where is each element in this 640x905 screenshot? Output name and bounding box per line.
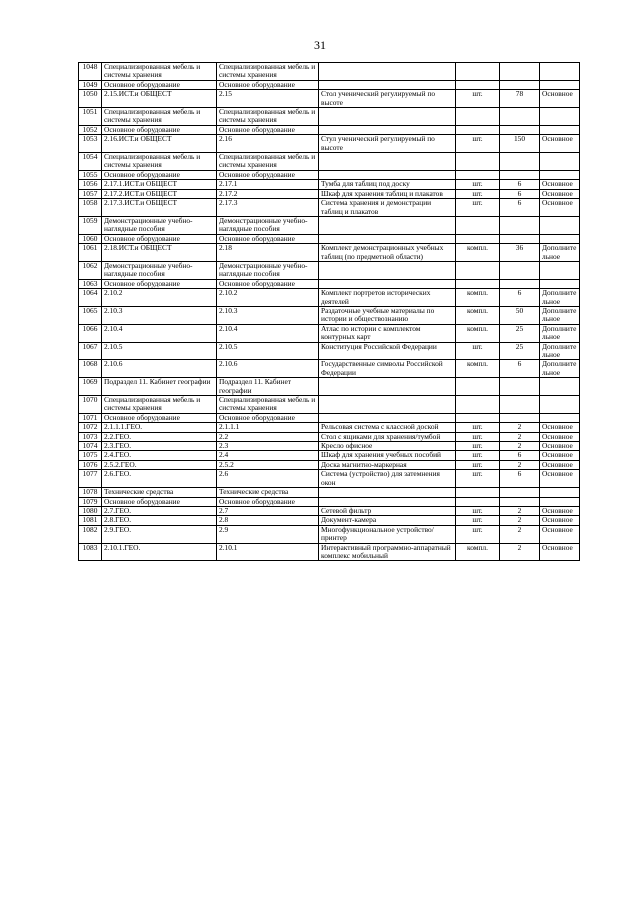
unit-cell: шт. [456, 90, 500, 108]
table-row [79, 378, 580, 396]
item-name-cell [319, 234, 456, 243]
reference-cell: 2.4 [217, 451, 319, 460]
quantity-cell [500, 396, 540, 414]
table-row [79, 470, 580, 488]
code-cell: 2.7.ГЕО. [102, 506, 217, 515]
unit-cell [456, 234, 500, 243]
item-name-cell [319, 279, 456, 288]
quantity-cell [500, 108, 540, 126]
table-row [79, 460, 580, 469]
row-number-cell: 1070 [79, 396, 102, 414]
code-cell: 2.10.6 [102, 360, 217, 378]
table-row [79, 63, 580, 81]
table-row [79, 108, 580, 126]
equipment-type-cell: Основное [540, 423, 580, 432]
table-row [79, 413, 580, 422]
code-cell: Специализированная мебель и системы хранения [102, 396, 217, 414]
equipment-type-cell [540, 170, 580, 179]
unit-cell [456, 216, 500, 234]
row-number-cell: 1057 [79, 189, 102, 198]
reference-cell: Основное оборудование [217, 279, 319, 288]
code-cell: Основное оборудование [102, 234, 217, 243]
quantity-cell [500, 413, 540, 422]
equipment-type-cell: Основное [540, 442, 580, 451]
item-name-cell [319, 80, 456, 89]
item-name-cell: Стул ученический регулируемый по высоте [319, 135, 456, 153]
item-name-cell: Раздаточные учебные материалы по истории и обществознанию [319, 306, 456, 324]
code-cell: 2.10.2 [102, 289, 217, 307]
quantity-cell: 50 [500, 306, 540, 324]
item-name-cell: Рельсовая система с классной доской [319, 423, 456, 432]
row-number-cell: 1082 [79, 525, 102, 543]
equipment-type-cell: Основное [540, 189, 580, 198]
code-cell: Специализированная мебель и системы хранения [102, 63, 217, 81]
code-cell: Демонстрационные учебно-наглядные пособия [102, 261, 217, 279]
code-cell: 2.5.2.ГЕО. [102, 460, 217, 469]
equipment-type-cell [540, 396, 580, 414]
equipment-type-cell [540, 261, 580, 279]
item-name-cell: Комплект демонстрационных учебных таблиц (по предметной области) [319, 244, 456, 262]
reference-cell: Специализированная мебель и системы хранения [217, 63, 319, 81]
item-name-cell: Документ-камера [319, 516, 456, 525]
item-name-cell: Многофункциональное устройство/принтер [319, 525, 456, 543]
code-cell: Демонстрационные учебно-наглядные пособия [102, 216, 217, 234]
unit-cell: компл. [456, 244, 500, 262]
item-name-cell [319, 108, 456, 126]
unit-cell: шт. [456, 525, 500, 543]
unit-cell [456, 63, 500, 81]
row-number-cell: 1077 [79, 470, 102, 488]
reference-cell: Подраздел 11. Кабинет географии [217, 378, 319, 396]
reference-cell: Основное оборудование [217, 413, 319, 422]
item-name-cell: Конституция Российской Федерации [319, 342, 456, 360]
row-number-cell: 1050 [79, 90, 102, 108]
table-row [79, 125, 580, 134]
item-name-cell [319, 63, 456, 81]
code-cell: Специализированная мебель и системы хранения [102, 153, 217, 171]
quantity-cell [500, 216, 540, 234]
reference-cell: 2.6 [217, 470, 319, 488]
table-row [79, 423, 580, 432]
reference-cell: 2.5.2 [217, 460, 319, 469]
code-cell: 2.15.ИСТ.и ОБЩЕСТ [102, 90, 217, 108]
reference-cell: Основное оборудование [217, 497, 319, 506]
item-name-cell: Интерактивный программно-аппаратный комплекс мобильный [319, 543, 456, 561]
page-number: 31 [314, 38, 326, 52]
reference-cell: 2.8 [217, 516, 319, 525]
unit-cell [456, 261, 500, 279]
row-number-cell: 1048 [79, 63, 102, 81]
unit-cell: шт. [456, 423, 500, 432]
item-name-cell [319, 413, 456, 422]
table-row [79, 90, 580, 108]
quantity-cell [500, 261, 540, 279]
unit-cell: шт. [456, 432, 500, 441]
unit-cell: компл. [456, 306, 500, 324]
table-row [79, 506, 580, 515]
item-name-cell: Система хранения и демонстрации таблиц и плакатов [319, 199, 456, 217]
table-row [79, 199, 580, 217]
item-name-cell [319, 125, 456, 134]
unit-cell: шт. [456, 342, 500, 360]
code-cell: 2.9.ГЕО. [102, 525, 217, 543]
reference-cell: 2.1.1.1 [217, 423, 319, 432]
code-cell: 2.10.3 [102, 306, 217, 324]
table-row [79, 396, 580, 414]
item-name-cell: Комплект портретов исторических деятелей [319, 289, 456, 307]
row-number-cell: 1054 [79, 153, 102, 171]
reference-cell: 2.16 [217, 135, 319, 153]
row-number-cell: 1075 [79, 451, 102, 460]
unit-cell: шт. [456, 135, 500, 153]
equipment-type-cell: Дополнительное [540, 342, 580, 360]
quantity-cell [500, 488, 540, 497]
reference-cell: Демонстрационные учебно-наглядные пособия [217, 216, 319, 234]
equipment-type-cell: Дополнительное [540, 306, 580, 324]
code-cell: Основное оборудование [102, 80, 217, 89]
row-number-cell: 1071 [79, 413, 102, 422]
row-number-cell: 1081 [79, 516, 102, 525]
row-number-cell: 1080 [79, 506, 102, 515]
unit-cell: шт. [456, 442, 500, 451]
quantity-cell [500, 63, 540, 81]
equipment-type-cell: Основное [540, 432, 580, 441]
item-name-cell: Тумба для таблиц под доску [319, 180, 456, 189]
quantity-cell [500, 153, 540, 171]
reference-cell: 2.3 [217, 442, 319, 451]
table-row [79, 488, 580, 497]
unit-cell: шт. [456, 460, 500, 469]
reference-cell: 2.15 [217, 90, 319, 108]
row-number-cell: 1073 [79, 432, 102, 441]
equipment-type-cell: Основное [540, 199, 580, 217]
table-row [79, 324, 580, 342]
code-cell: Основное оборудование [102, 279, 217, 288]
equipment-type-cell: Основное [540, 543, 580, 561]
quantity-cell: 6 [500, 470, 540, 488]
quantity-cell [500, 378, 540, 396]
reference-cell: Специализированная мебель и системы хранения [217, 153, 319, 171]
equipment-type-cell [540, 378, 580, 396]
table-row [79, 216, 580, 234]
unit-cell: шт. [456, 189, 500, 198]
table-row [79, 189, 580, 198]
code-cell: 2.2.ГЕО. [102, 432, 217, 441]
equipment-type-cell: Основное [540, 460, 580, 469]
row-number-cell: 1053 [79, 135, 102, 153]
quantity-cell [500, 170, 540, 179]
code-cell: Основное оборудование [102, 413, 217, 422]
table-row [79, 543, 580, 561]
reference-cell: Демонстрационные учебно-наглядные пособия [217, 261, 319, 279]
reference-cell: 2.9 [217, 525, 319, 543]
item-name-cell: Доска магнитно-маркерная [319, 460, 456, 469]
row-number-cell: 1052 [79, 125, 102, 134]
unit-cell [456, 279, 500, 288]
table-row [79, 497, 580, 506]
table-row [79, 135, 580, 153]
reference-cell: 2.10.1 [217, 543, 319, 561]
row-number-cell: 1062 [79, 261, 102, 279]
code-cell: Специализированная мебель и системы хранения [102, 108, 217, 126]
unit-cell [456, 396, 500, 414]
row-number-cell: 1078 [79, 488, 102, 497]
unit-cell: шт. [456, 451, 500, 460]
table-row [79, 342, 580, 360]
unit-cell [456, 125, 500, 134]
reference-cell: Специализированная мебель и системы хранения [217, 108, 319, 126]
table-row [79, 279, 580, 288]
code-cell: 2.10.5 [102, 342, 217, 360]
unit-cell [456, 378, 500, 396]
quantity-cell [500, 80, 540, 89]
item-name-cell [319, 497, 456, 506]
table-row [79, 170, 580, 179]
quantity-cell: 36 [500, 244, 540, 262]
equipment-type-cell [540, 413, 580, 422]
table-row [79, 525, 580, 543]
quantity-cell: 6 [500, 189, 540, 198]
table-row [79, 451, 580, 460]
unit-cell [456, 413, 500, 422]
code-cell: Основное оборудование [102, 497, 217, 506]
unit-cell: шт. [456, 506, 500, 515]
reference-cell: 2.2 [217, 432, 319, 441]
code-cell: 2.10.1.ГЕО. [102, 543, 217, 561]
quantity-cell: 6 [500, 180, 540, 189]
equipment-type-cell: Дополнительное [540, 324, 580, 342]
row-number-cell: 1068 [79, 360, 102, 378]
quantity-cell [500, 125, 540, 134]
unit-cell: компл. [456, 324, 500, 342]
table-row [79, 261, 580, 279]
row-number-cell: 1049 [79, 80, 102, 89]
quantity-cell: 2 [500, 525, 540, 543]
row-number-cell: 1069 [79, 378, 102, 396]
equipment-type-cell: Основное [540, 525, 580, 543]
reference-cell: Технические средства [217, 488, 319, 497]
item-name-cell [319, 261, 456, 279]
table-row [79, 153, 580, 171]
equipment-type-cell [540, 234, 580, 243]
code-cell: 2.8.ГЕО. [102, 516, 217, 525]
quantity-cell: 2 [500, 423, 540, 432]
quantity-cell: 2 [500, 432, 540, 441]
table-row [79, 360, 580, 378]
row-number-cell: 1051 [79, 108, 102, 126]
row-number-cell: 1059 [79, 216, 102, 234]
item-name-cell: Сетевой фильтр [319, 506, 456, 515]
quantity-cell: 2 [500, 460, 540, 469]
row-number-cell: 1063 [79, 279, 102, 288]
equipment-type-cell [540, 497, 580, 506]
code-cell: Подраздел 11. Кабинет географии [102, 378, 217, 396]
item-name-cell [319, 396, 456, 414]
equipment-type-cell: Основное [540, 506, 580, 515]
quantity-cell: 6 [500, 360, 540, 378]
reference-cell: Основное оборудование [217, 80, 319, 89]
equipment-type-cell [540, 488, 580, 497]
code-cell: 2.17.2.ИСТ.и ОБЩЕСТ [102, 189, 217, 198]
row-number-cell: 1079 [79, 497, 102, 506]
table-row [79, 244, 580, 262]
reference-cell: Основное оборудование [217, 125, 319, 134]
row-number-cell: 1060 [79, 234, 102, 243]
item-name-cell: Система (устройство) для затемнения окон [319, 470, 456, 488]
unit-cell [456, 80, 500, 89]
quantity-cell [500, 497, 540, 506]
unit-cell: компл. [456, 360, 500, 378]
table-row [79, 289, 580, 307]
quantity-cell: 6 [500, 451, 540, 460]
equipment-type-cell: Основное [540, 470, 580, 488]
unit-cell: шт. [456, 180, 500, 189]
table-row [79, 234, 580, 243]
item-name-cell: Кресло офисное [319, 442, 456, 451]
code-cell: 2.6.ГЕО. [102, 470, 217, 488]
table-row [79, 516, 580, 525]
code-cell: 2.4.ГЕО. [102, 451, 217, 460]
row-number-cell: 1058 [79, 199, 102, 217]
equipment-type-cell: Основное [540, 180, 580, 189]
row-number-cell: 1074 [79, 442, 102, 451]
equipment-type-cell [540, 125, 580, 134]
unit-cell: компл. [456, 543, 500, 561]
unit-cell [456, 108, 500, 126]
quantity-cell: 6 [500, 289, 540, 307]
table-row [79, 432, 580, 441]
unit-cell [456, 497, 500, 506]
equipment-type-cell: Дополнительное [540, 244, 580, 262]
unit-cell: шт. [456, 470, 500, 488]
quantity-cell: 150 [500, 135, 540, 153]
item-name-cell: Шкаф для хранения таблиц и плакатов [319, 189, 456, 198]
reference-cell: 2.17.1 [217, 180, 319, 189]
reference-cell: 2.10.3 [217, 306, 319, 324]
reference-cell: 2.7 [217, 506, 319, 515]
reference-cell: 2.10.4 [217, 324, 319, 342]
item-name-cell [319, 216, 456, 234]
quantity-cell: 25 [500, 324, 540, 342]
code-cell: 2.17.3.ИСТ.и ОБЩЕСТ [102, 199, 217, 217]
code-cell: Основное оборудование [102, 170, 217, 179]
unit-cell: шт. [456, 199, 500, 217]
equipment-type-cell [540, 63, 580, 81]
equipment-table-body [79, 63, 580, 561]
unit-cell [456, 170, 500, 179]
table-row [79, 80, 580, 89]
item-name-cell [319, 378, 456, 396]
unit-cell [456, 488, 500, 497]
table-row [79, 180, 580, 189]
equipment-type-cell: Основное [540, 90, 580, 108]
quantity-cell: 2 [500, 506, 540, 515]
row-number-cell: 1066 [79, 324, 102, 342]
item-name-cell: Государственные символы Российской Федерации [319, 360, 456, 378]
table-row [79, 442, 580, 451]
quantity-cell: 2 [500, 543, 540, 561]
code-cell: 2.18.ИСТ.и ОБЩЕСТ [102, 244, 217, 262]
row-number-cell: 1061 [79, 244, 102, 262]
row-number-cell: 1067 [79, 342, 102, 360]
equipment-type-cell: Основное [540, 516, 580, 525]
row-number-cell: 1083 [79, 543, 102, 561]
row-number-cell: 1056 [79, 180, 102, 189]
row-number-cell: 1064 [79, 289, 102, 307]
code-cell: 2.3.ГЕО. [102, 442, 217, 451]
item-name-cell [319, 170, 456, 179]
quantity-cell: 78 [500, 90, 540, 108]
reference-cell: 2.17.2 [217, 189, 319, 198]
quantity-cell: 2 [500, 442, 540, 451]
reference-cell: 2.17.3 [217, 199, 319, 217]
quantity-cell: 2 [500, 516, 540, 525]
table-row [79, 306, 580, 324]
code-cell: 2.10.4 [102, 324, 217, 342]
equipment-type-cell [540, 279, 580, 288]
unit-cell: шт. [456, 516, 500, 525]
equipment-type-cell [540, 108, 580, 126]
unit-cell: компл. [456, 289, 500, 307]
equipment-type-cell: Основное [540, 135, 580, 153]
row-number-cell: 1072 [79, 423, 102, 432]
row-number-cell: 1076 [79, 460, 102, 469]
item-name-cell [319, 153, 456, 171]
equipment-type-cell [540, 153, 580, 171]
item-name-cell: Стол с ящиками для хранения/тумбой [319, 432, 456, 441]
item-name-cell: Атлас по истории с комплектом контурных карт [319, 324, 456, 342]
reference-cell: Основное оборудование [217, 170, 319, 179]
quantity-cell: 6 [500, 199, 540, 217]
code-cell: 2.16.ИСТ.и ОБЩЕСТ [102, 135, 217, 153]
row-number-cell: 1065 [79, 306, 102, 324]
reference-cell: Основное оборудование [217, 234, 319, 243]
item-name-cell: Стол ученический регулируемый по высоте [319, 90, 456, 108]
reference-cell: 2.10.2 [217, 289, 319, 307]
equipment-type-cell: Основное [540, 451, 580, 460]
quantity-cell [500, 279, 540, 288]
code-cell: 2.1.1.1.ГЕО. [102, 423, 217, 432]
quantity-cell [500, 234, 540, 243]
quantity-cell: 25 [500, 342, 540, 360]
item-name-cell: Шкаф для хранения учебных пособий [319, 451, 456, 460]
equipment-table [78, 62, 580, 561]
unit-cell [456, 153, 500, 171]
item-name-cell [319, 488, 456, 497]
code-cell: 2.17.1.ИСТ.и ОБЩЕСТ [102, 180, 217, 189]
equipment-type-cell: Дополнительное [540, 360, 580, 378]
row-number-cell: 1055 [79, 170, 102, 179]
equipment-type-cell [540, 80, 580, 89]
reference-cell: 2.10.5 [217, 342, 319, 360]
reference-cell: 2.10.6 [217, 360, 319, 378]
code-cell: Основное оборудование [102, 125, 217, 134]
reference-cell: Специализированная мебель и системы хранения [217, 396, 319, 414]
reference-cell: 2.18 [217, 244, 319, 262]
equipment-type-cell [540, 216, 580, 234]
code-cell: Технические средства [102, 488, 217, 497]
equipment-type-cell: Дополнительное [540, 289, 580, 307]
